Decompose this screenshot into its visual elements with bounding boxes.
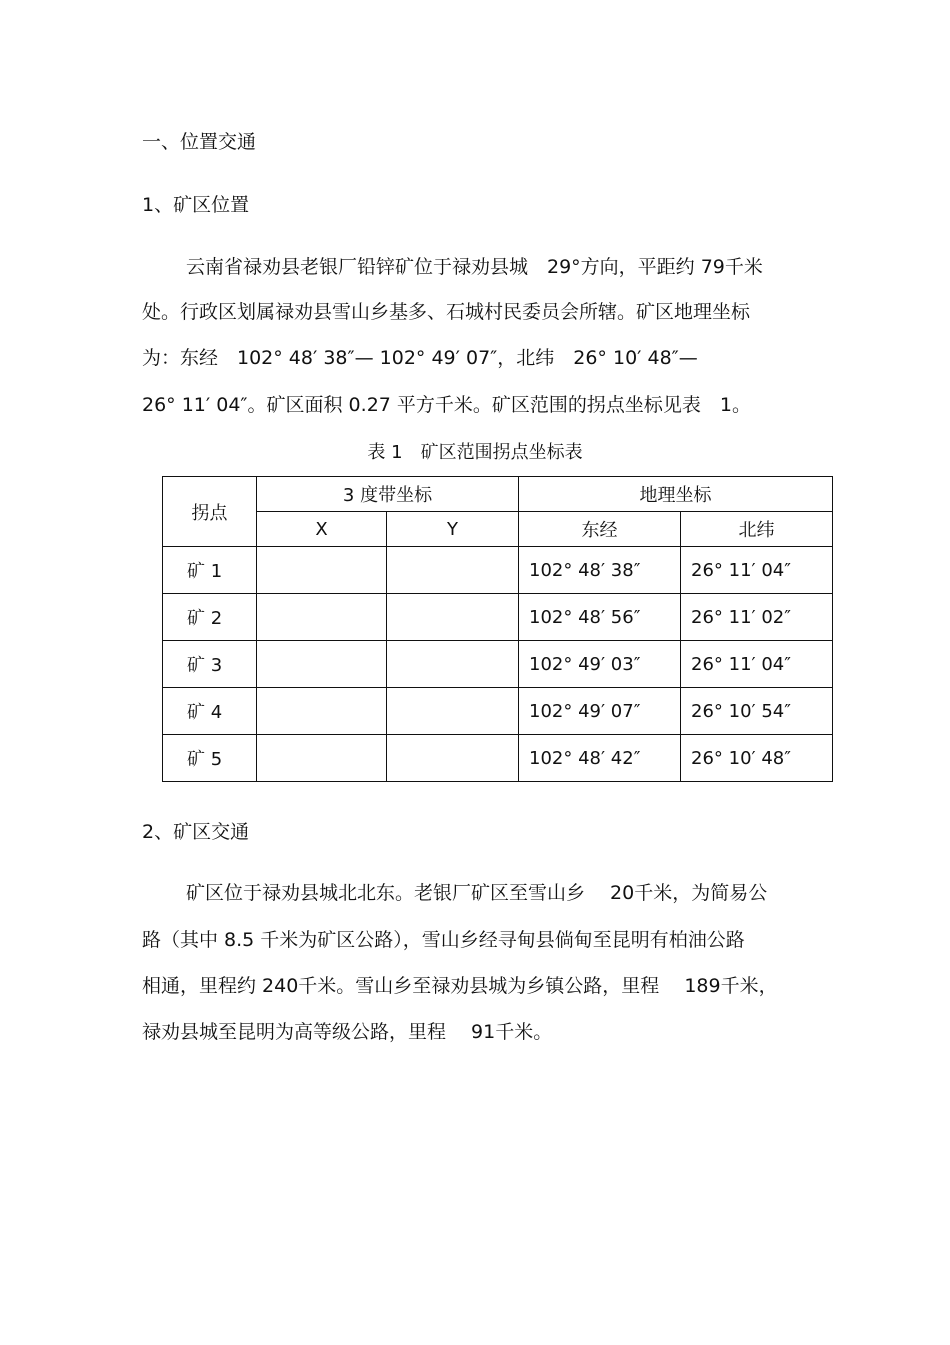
- section2-line: 相通，里程约 240千米。雪山乡至禄劝县城为乡镇公路，里程 189千米，: [142, 975, 778, 997]
- header-band: 3 度带坐标: [257, 477, 519, 512]
- section2-title: 2、矿区交通: [142, 821, 250, 843]
- table-row: [163, 547, 833, 594]
- cell-point: 矿 2: [163, 594, 257, 641]
- cell-x: [257, 547, 387, 594]
- table-row: [163, 641, 833, 688]
- cell-y: [387, 641, 519, 688]
- cell-lat: 26° 11′ 04″: [681, 547, 833, 594]
- table-row: [163, 688, 833, 735]
- table-row: [163, 594, 833, 641]
- section2-line: 禄劝县城至昆明为高等级公路，里程 91千米。: [142, 1021, 553, 1043]
- cell-y: [387, 735, 519, 782]
- section1-line: 26° 11′ 04″。矿区面积 0.27 平方千米。矿区范围的拐点坐标见表 1。: [142, 394, 751, 416]
- cell-x: [257, 688, 387, 735]
- header-geo: 地理坐标: [519, 477, 833, 512]
- cell-lat: 26° 10′ 54″: [681, 688, 833, 735]
- heading-location-traffic: 一、位置交通: [142, 131, 257, 153]
- section1-line: 处。行政区划属禄劝县雪山乡基多、石城村民委员会所辖。矿区地理坐标: [142, 301, 751, 323]
- cell-x: [257, 594, 387, 641]
- header-lat: 北纬: [681, 512, 833, 547]
- cell-y: [387, 594, 519, 641]
- table-row: [163, 735, 833, 782]
- header-y: Y: [387, 512, 519, 547]
- cell-point: 矿 4: [163, 688, 257, 735]
- coordinate-table: [162, 476, 833, 782]
- cell-x: [257, 735, 387, 782]
- cell-lon: 102° 48′ 38″: [519, 547, 681, 594]
- cell-lon: 102° 49′ 03″: [519, 641, 681, 688]
- cell-lon: 102° 48′ 56″: [519, 594, 681, 641]
- header-x: X: [257, 512, 387, 547]
- cell-lon: 102° 48′ 42″: [519, 735, 681, 782]
- cell-point: 矿 1: [163, 547, 257, 594]
- header-point: 拐点: [163, 477, 257, 547]
- cell-lat: 26° 11′ 02″: [681, 594, 833, 641]
- header-lon: 东经: [519, 512, 681, 547]
- cell-lat: 26° 11′ 04″: [681, 641, 833, 688]
- section1-line: 为：东经 102° 48′ 38″— 102° 49′ 07″，北纬 26° 10′ 48″—: [142, 347, 698, 369]
- section2-line: 矿区位于禄劝县城北北东。老银厂矿区至雪山乡 20千米，为简易公: [186, 882, 768, 904]
- cell-y: [387, 688, 519, 735]
- cell-y: [387, 547, 519, 594]
- table-caption: 表 1 矿区范围拐点坐标表: [367, 442, 583, 463]
- cell-point: 矿 5: [163, 735, 257, 782]
- section1-line: 云南省禄劝县老银厂铅锌矿位于禄劝县城 29°方向，平距约 79千米: [186, 256, 763, 278]
- cell-lon: 102° 49′ 07″: [519, 688, 681, 735]
- section2-line: 路（其中 8.5 千米为矿区公路），雪山乡经寻甸县倘甸至昆明有柏油公路: [142, 929, 745, 951]
- cell-lat: 26° 10′ 48″: [681, 735, 833, 782]
- cell-point: 矿 3: [163, 641, 257, 688]
- section1-title: 1、矿区位置: [142, 194, 250, 216]
- cell-x: [257, 641, 387, 688]
